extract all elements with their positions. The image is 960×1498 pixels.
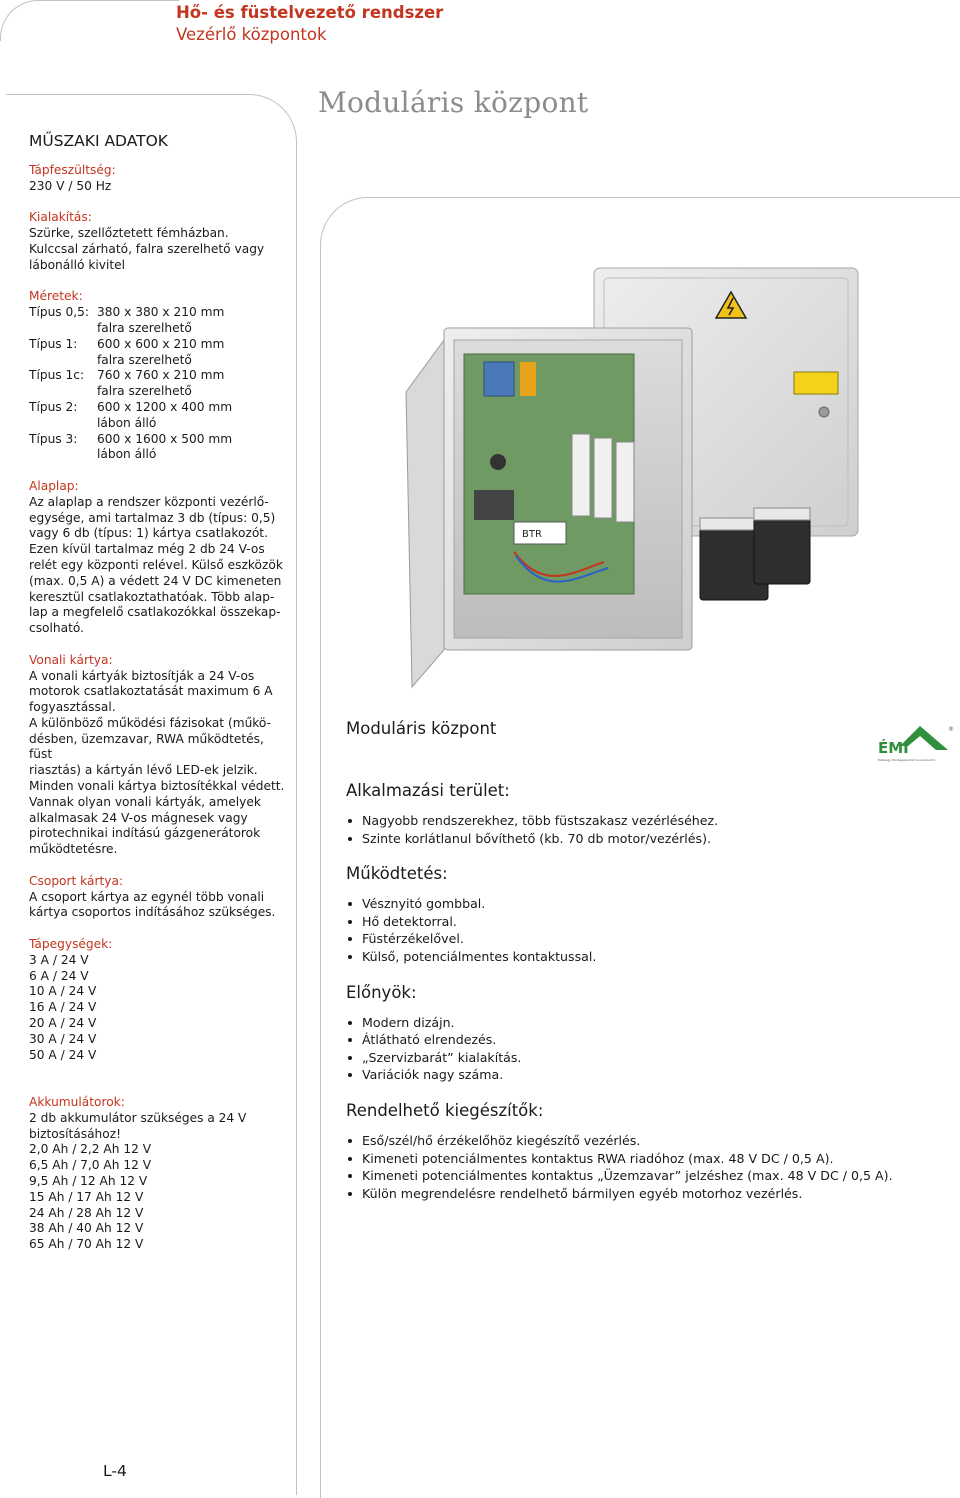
operation-section: [346, 863, 946, 965]
product-subtitle: Moduláris központ: [346, 719, 497, 738]
power-supply-item: 6 A / 24 V: [29, 968, 89, 983]
list-item: „Szervizbarát” kialakítás.: [346, 1049, 946, 1067]
page-title: Moduláris központ: [318, 86, 589, 119]
line-card-line: A vonali kártyák biztosítják a 24 V-os: [29, 668, 255, 683]
application-section: [346, 780, 946, 847]
battery-line: 6,5 Ah / 7,0 Ah 12 V: [29, 1158, 152, 1173]
board-label-text: BTR: [522, 529, 542, 540]
dimension-mount: falra szerelhető: [97, 384, 192, 399]
dimension-size: 600 x 1600 x 500 mm: [97, 431, 233, 446]
logo-registered: ®: [948, 726, 954, 733]
batteries-label: Akkumulátorok:: [29, 1095, 125, 1110]
list-item: Nagyobb rendszerekhez, több füstszakasz vezérléséhez.: [346, 812, 946, 830]
power-supply-item: 3 A / 24 V: [29, 952, 89, 967]
power-supply-item: 16 A / 24 V: [29, 1000, 97, 1015]
dimension-type: Típus 0,5:: [29, 305, 90, 320]
advantages-list: [346, 1014, 946, 1084]
battery-line: 65 Ah / 70 Ah 12 V: [29, 1237, 144, 1252]
dimension-size: 380 x 380 x 210 mm: [97, 305, 225, 320]
list-item: Átlátható elrendezés.: [346, 1031, 946, 1049]
list-item: Kimeneti potenciálmentes kontaktus „Üzemzavar” jelzéshez (max. 48 V DC / 0,5 A).: [346, 1167, 946, 1185]
dimensions-section: [29, 289, 287, 463]
line-card-line: Minden vonali kártya biztosítékkal védett.: [29, 779, 285, 794]
dimension-mount: lábon álló: [97, 447, 157, 462]
power-supply-item: 50 A / 24 V: [29, 1047, 97, 1062]
page-header: [176, 2, 443, 46]
header-line-2: Vezérlő központok: [176, 25, 327, 44]
design-line: lábonálló kivitel: [29, 257, 126, 272]
list-item: Külső, potenciálmentes kontaktussal.: [346, 948, 946, 966]
mainboard-line: egysége, ami tartalmaz 3 db (típus: 0,5): [29, 510, 276, 525]
list-item: Modern dizájn.: [346, 1014, 946, 1032]
power-supplies-label: Tápegységek:: [29, 937, 113, 952]
emi-logo: [878, 724, 954, 764]
battery-line: 2,0 Ah / 2,2 Ah 12 V: [29, 1142, 152, 1157]
line-card-line: motorok csatlakoztatását maximum 6 A: [29, 684, 273, 699]
line-card-line: riasztás) a kártyán lévő LED-ek jelzik.: [29, 763, 258, 778]
mainboard-section: [29, 479, 287, 637]
mainboard-label: Alaplap:: [29, 478, 79, 493]
line-card-graphic: [572, 434, 590, 516]
warning-label: [794, 372, 838, 394]
technical-data-title: MŰSZAKI ADATOK: [29, 132, 168, 150]
application-list: [346, 812, 946, 847]
line-card-line: désben, üzemzavar, RWA működtetés, füst: [29, 731, 264, 762]
power-supplies-section: [29, 937, 287, 1063]
mainboard-line: (max. 0,5 A) a védett 24 V DC kimeneten: [29, 573, 282, 588]
batteries-section: [29, 1095, 287, 1253]
group-card-section: [29, 874, 287, 921]
dimension-type: Típus 3:: [29, 431, 78, 446]
battery-line: 15 Ah / 17 Ah 12 V: [29, 1189, 144, 1204]
group-card-line: kártya csoportos indításához szükséges.: [29, 905, 276, 920]
line-card-section: [29, 653, 287, 858]
list-item: Kimeneti potenciálmentes kontaktus RWA riadóhoz (max. 48 V DC / 0,5 A).: [346, 1150, 946, 1168]
battery-line: biztosításához!: [29, 1126, 122, 1141]
line-card-line: alkalmasak 24 V-os mágnesek vagy: [29, 810, 248, 825]
group-card-label: Csoport kártya:: [29, 873, 124, 888]
supply-voltage-value: 230 V / 50 Hz: [29, 178, 112, 193]
line-card-line: fogyasztással.: [29, 700, 116, 715]
dimension-mount: falra szerelhető: [97, 320, 192, 335]
design-line: Szürke, szellőztetett fémházban.: [29, 226, 229, 241]
line-card-line: Vannak olyan vonali kártyák, amelyek: [29, 794, 261, 809]
list-item: Külön megrendelésre rendelhető bármilyen egyéb motorhoz vezérlés.: [346, 1185, 946, 1203]
dimension-row: [29, 337, 287, 369]
battery-line: 2 db akkumulátor szükséges a 24 V: [29, 1110, 247, 1125]
line-card-graphic: [594, 438, 612, 518]
supply-voltage-label: Tápfeszültség:: [29, 163, 116, 177]
dimension-size: 600 x 600 x 210 mm: [97, 336, 225, 351]
list-item: Variációk nagy száma.: [346, 1066, 946, 1084]
group-card-line: A csoport kártya az egynél több vonali: [29, 889, 265, 904]
logo-text: ÉMI: [878, 739, 909, 757]
cabinet-door: [406, 340, 444, 687]
list-item: Eső/szél/hő érzékelőhöz kiegészítő vezérlés.: [346, 1132, 946, 1150]
mainboard-line: Ezen kívül tartalmaz még 2 db 24 V-os: [29, 542, 265, 557]
operation-heading: Működtetés:: [346, 864, 448, 884]
control-cabinet-photo: [404, 262, 886, 690]
dimension-row: [29, 305, 287, 337]
advantages-section: [346, 982, 946, 1084]
batteries-graphic: [700, 508, 810, 600]
line-card-graphic: [616, 442, 634, 522]
dimension-size: 760 x 760 x 210 mm: [97, 368, 225, 383]
dimension-row: [29, 368, 287, 400]
power-supply-item: 30 A / 24 V: [29, 1031, 97, 1046]
list-item: Füstérzékelővel.: [346, 930, 946, 948]
mainboard-line: Az alaplap a rendszer központi vezérlő-: [29, 494, 269, 509]
dimension-row: [29, 432, 287, 464]
design-line: Kulccsal zárható, falra szerelhető vagy: [29, 241, 265, 256]
header-frame: [0, 0, 179, 41]
application-heading: Alkalmazási terület:: [346, 781, 510, 800]
product-features-column: [346, 718, 946, 1218]
mainboard-line: vagy 6 db (típus: 1) kártya csatlakozót.: [29, 526, 268, 541]
supply-voltage-section: [29, 163, 287, 195]
accessories-list: [346, 1132, 946, 1202]
advantages-heading: Előnyök:: [346, 982, 417, 1002]
list-item: Vésznyitó gombbal.: [346, 895, 946, 913]
logo-caption: Építésügyi Minőségellenőrző Innovációs Kht.: [878, 759, 936, 762]
list-item: Szinte korlátlanul bővíthető (kb. 70 db motor/vezérlés).: [346, 830, 946, 848]
technical-data-column: [29, 130, 287, 1253]
mainboard-line: csolható.: [29, 621, 84, 636]
list-item: Hő detektorral.: [346, 913, 946, 931]
design-label: Kialakítás:: [29, 210, 92, 225]
dimensions-label: Méretek:: [29, 289, 83, 304]
accessories-heading: Rendelhető kiegészítők:: [346, 1100, 544, 1120]
header-line-1: Hő- és füstelvezető rendszer: [176, 3, 444, 22]
power-supply-item: 20 A / 24 V: [29, 1016, 97, 1031]
line-card-label: Vonali kártya:: [29, 652, 113, 667]
dimension-row: [29, 400, 287, 432]
mainboard-line: lap a megfelelő csatlakozókkal összekap-: [29, 605, 281, 620]
lock-icon: [819, 407, 829, 417]
operation-list: [346, 895, 946, 965]
accessories-section: [346, 1100, 946, 1202]
line-card-line: A különböző működési fázisokat (műkö-: [29, 715, 271, 730]
dimension-type: Típus 1:: [29, 336, 78, 351]
dimension-type: Típus 2:: [29, 399, 78, 414]
mainboard-line: keresztül csatlakoztathatóak. Több alap-: [29, 589, 275, 604]
dimension-mount: lábon álló: [97, 415, 157, 430]
dimension-type: Típus 1c:: [29, 368, 85, 383]
dimension-size: 600 x 1200 x 400 mm: [97, 399, 233, 414]
battery-line: 38 Ah / 40 Ah 12 V: [29, 1221, 144, 1236]
battery-line: 9,5 Ah / 12 Ah 12 V: [29, 1174, 148, 1188]
mainboard-line: relét egy központi relével. Külső eszközök: [29, 557, 283, 572]
open-cabinet: [444, 328, 692, 650]
design-section: [29, 210, 287, 273]
battery-line: 24 Ah / 28 Ah 12 V: [29, 1205, 144, 1220]
dimension-mount: falra szerelhető: [97, 352, 192, 367]
page-number: L-4: [103, 1462, 127, 1480]
line-card-line: működtetésre.: [29, 842, 118, 857]
line-card-line: pirotechnikai indítású gázgenerátorok: [29, 826, 261, 841]
power-supply-item: 10 A / 24 V: [29, 984, 97, 999]
